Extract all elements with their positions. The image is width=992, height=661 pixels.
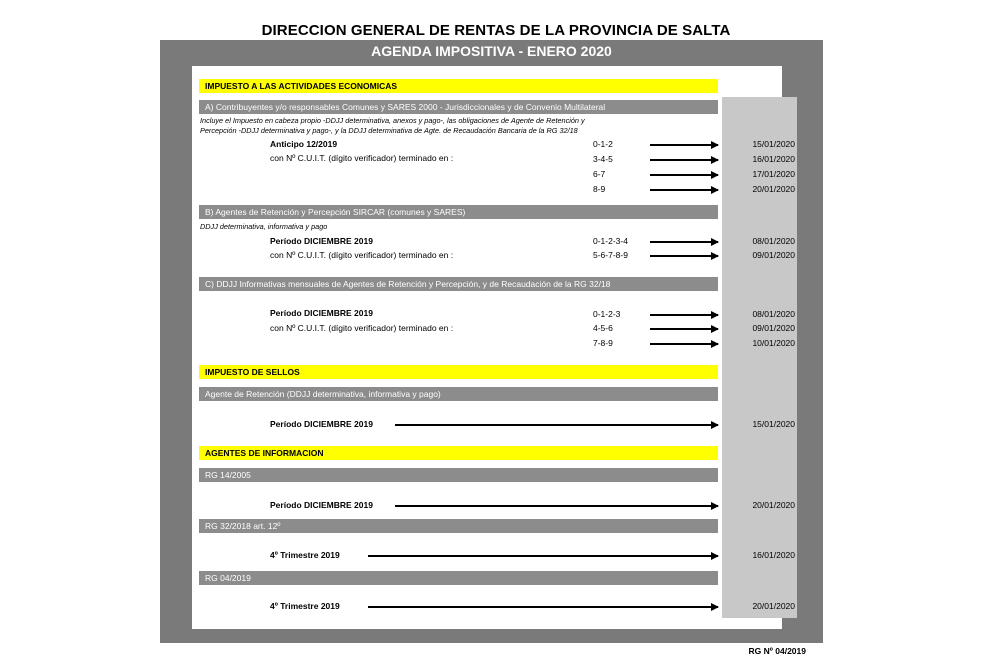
arrow-icon (650, 174, 718, 176)
arrow-icon (650, 255, 718, 257)
iae-b-period: Período DICIEMBRE 2019 (270, 236, 373, 246)
iae-a-date: 16/01/2020 (752, 154, 795, 164)
iae-c-digits: 7-8-9 (593, 338, 613, 348)
iae-c-date: 08/01/2020 (752, 309, 795, 319)
iae-a-date: 20/01/2020 (752, 184, 795, 194)
rg-32-2018-period: 4º Trimestre 2019 (270, 550, 340, 560)
arrow-icon (650, 343, 718, 345)
sellos-header: Agente de Retención (DDJJ determinativa, informativa y pago) (199, 387, 718, 401)
iae-c-period: Período DICIEMBRE 2019 (270, 308, 373, 318)
iae-b-header: B) Agentes de Retención y Percepción SIRCAR (comunes y SARES) (199, 205, 718, 219)
arrow-icon (395, 424, 718, 426)
rg-04-2019-header: RG 04/2019 (199, 571, 718, 585)
iae-a-cuit-label: con Nº C.U.I.T. (dígito verificador) terminado en : (270, 153, 454, 163)
arrow-icon (650, 314, 718, 316)
rg-04-2019-period: 4º Trimestre 2019 (270, 601, 340, 611)
section-sellos-title: IMPUESTO DE SELLOS (199, 365, 718, 379)
iae-a-digits: 0-1-2 (593, 139, 613, 149)
iae-a-note-line2: Percepción -DDJJ determinativa y pago-, y la DDJJ determinativa de Agte. de Recaudación Bancaria de la RG 32/18 (200, 126, 578, 135)
rg-14-2005-period: Período DICIEMBRE 2019 (270, 500, 373, 510)
iae-b-digits: 5-6-7-8-9 (593, 250, 628, 260)
rg-32-2018-header: RG 32/2018 art. 12º (199, 519, 718, 533)
agenda-body (192, 66, 782, 629)
arrow-icon (650, 159, 718, 161)
iae-a-date: 15/01/2020 (752, 139, 795, 149)
arrow-icon (650, 241, 718, 243)
page-title: DIRECCION GENERAL DE RENTAS DE LA PROVINCIA DE SALTA (261, 22, 731, 39)
iae-c-date: 09/01/2020 (752, 323, 795, 333)
iae-a-digits: 8-9 (593, 184, 606, 194)
iae-b-date: 08/01/2020 (752, 236, 795, 246)
iae-c-digits: 0-1-2-3 (593, 309, 621, 319)
section-agentes-title: AGENTES DE INFORMACION (199, 446, 718, 460)
iae-c-header: C) DDJJ Informativas mensuales de Agentes de Retención y Percepción, y de Recaudación de la RG 32/18 (199, 277, 718, 291)
iae-c-digits: 4-5-6 (593, 323, 613, 333)
iae-b-digits: 0-1-2-3-4 (593, 236, 628, 246)
sellos-period: Período DICIEMBRE 2019 (270, 419, 373, 429)
sellos-date: 15/01/2020 (752, 419, 795, 429)
iae-a-note-line1: Incluye el Impuesto en cabeza propio -DDJJ determinativa, anexos y pago-, las obligaciones de Agente de Retención y (200, 116, 585, 125)
footer-reference: RG Nº 04/2019 (748, 646, 806, 656)
iae-a-digits: 3-4-5 (593, 154, 613, 164)
agenda-subtitle: AGENDA IMPOSITIVA - ENERO 2020 (371, 43, 612, 59)
iae-a-header: A) Contribuyentes y/o responsables Comunes y SARES 2000 - Jurisdiccionales y de Convenio Multilateral (199, 100, 718, 114)
iae-c-date: 10/01/2020 (752, 338, 795, 348)
arrow-icon (650, 189, 718, 191)
rg-04-2019-date: 20/01/2020 (752, 601, 795, 611)
iae-b-date: 09/01/2020 (752, 250, 795, 260)
iae-c-cuit-label: con Nº C.U.I.T. (dígito verificador) terminado en : (270, 323, 454, 333)
rg-14-2005-header: RG 14/2005 (199, 468, 718, 482)
arrow-icon (368, 555, 718, 557)
iae-a-date: 17/01/2020 (752, 169, 795, 179)
arrow-icon (650, 144, 718, 146)
rg-14-2005-date: 20/01/2020 (752, 500, 795, 510)
iae-b-note: DDJJ determinativa, informativa y pago (200, 222, 328, 231)
arrow-icon (650, 328, 718, 330)
section-iae-title: IMPUESTO A LAS ACTIVIDADES ECONOMICAS (199, 79, 718, 93)
rg-32-2018-date: 16/01/2020 (752, 550, 795, 560)
iae-a-digits: 6-7 (593, 169, 606, 179)
arrow-icon (395, 505, 718, 507)
arrow-icon (368, 606, 718, 608)
iae-b-cuit-label: con Nº C.U.I.T. (dígito verificador) terminado en : (270, 250, 454, 260)
iae-a-period: Anticipo 12/2019 (270, 139, 338, 149)
